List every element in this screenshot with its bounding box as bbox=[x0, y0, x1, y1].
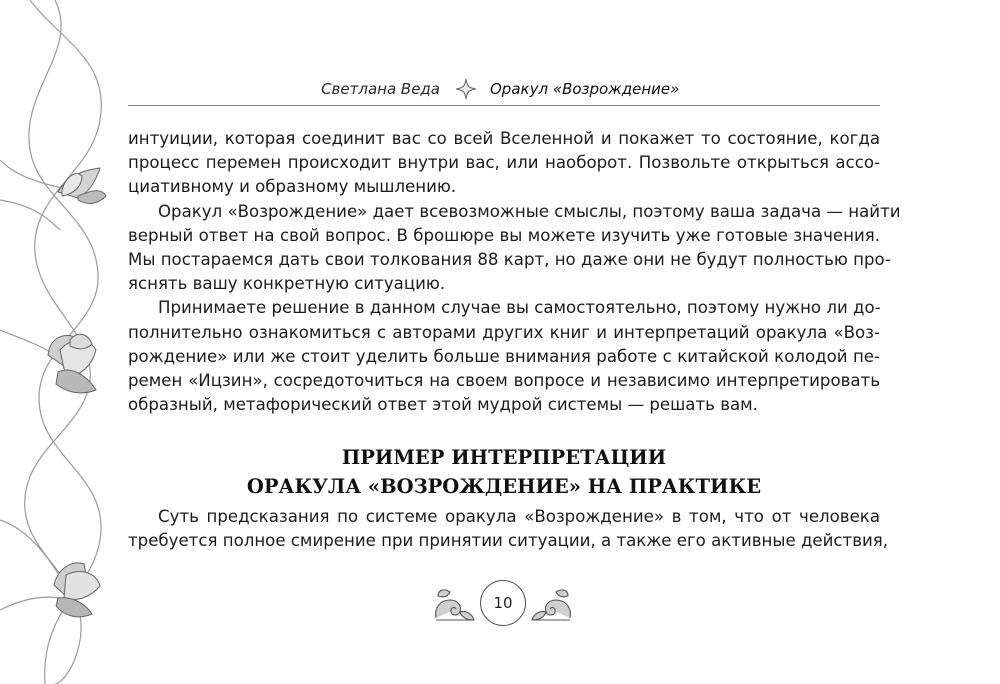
text-line: процесс перемен происходит внутри вас, или наоборот. Позвольте открыться ассо- bbox=[128, 153, 880, 173]
text-line: рождение» или же стоит уделить больше внимания работе с китайской колодой пе- bbox=[128, 346, 880, 366]
paragraph-4 bbox=[128, 505, 889, 553]
text-line: Мы постараемся дать свои толкования 88 карт, но даже они не будут полностью про- bbox=[128, 250, 891, 270]
header-book-title: Оракул «Возрождение» bbox=[490, 80, 680, 98]
header-author: Светлана Веда bbox=[321, 80, 440, 98]
header-divider bbox=[128, 105, 880, 106]
text-line: Суть предсказания по системе оракула «Возрождение» в том, что от человека bbox=[158, 507, 880, 526]
text-line: Принимаете решение в данном случае вы самостоятельно, поэтому нужно ли до- bbox=[158, 298, 881, 318]
lotus-flower-icon bbox=[48, 334, 96, 393]
page-number: 10 bbox=[480, 580, 526, 626]
lotus-flower-icon bbox=[54, 563, 100, 617]
text-line: верный ответ на свой вопрос. В брошюре вы можете изучить уже готовые значения. bbox=[128, 225, 880, 245]
paragraph-1 bbox=[128, 127, 880, 200]
swirl-ornament-left-icon bbox=[430, 578, 478, 626]
section-heading-line-1: ПРИМЕР ИНТЕРПРЕТАЦИИ bbox=[341, 446, 667, 469]
paragraph-3 bbox=[128, 296, 880, 417]
text-line: ремен «Ицзин», сосредоточиться на своем вопросе и независимо интерпретировать bbox=[128, 371, 880, 391]
paragraph-2 bbox=[128, 200, 901, 297]
section-heading bbox=[128, 443, 880, 501]
running-header bbox=[128, 78, 880, 106]
body-text-continued bbox=[128, 505, 889, 553]
floral-vine-ornament bbox=[0, 0, 130, 684]
page-footer bbox=[430, 574, 580, 628]
text-line: образный, метафорический ответ этой мудрой системы — решать вам. bbox=[128, 395, 758, 415]
text-line: требуется полное смирение при принятии ситуации, а также его активные действия, bbox=[128, 531, 889, 551]
body-text bbox=[128, 127, 901, 417]
text-line: яснять вашу конкретную ситуацию. bbox=[128, 274, 446, 294]
lotus-flower-icon bbox=[58, 168, 106, 203]
text-line: циативному и образному мышлению. bbox=[128, 177, 457, 197]
section-heading-line-2: ОРАКУЛА «ВОЗРОЖДЕНИЕ» НА ПРАКТИКЕ bbox=[246, 475, 762, 498]
text-line: интуиции, которая соединит вас со всей Вселенной и покажет то состояние, когда bbox=[128, 129, 880, 148]
text-line: полнительно ознакомиться с авторами других книг и интерпретаций оракула «Воз- bbox=[128, 322, 880, 342]
text-line: Оракул «Возрождение» дает всевозможные смыслы, поэтому ваша задача — найти bbox=[158, 201, 901, 221]
swirl-ornament-right-icon bbox=[528, 578, 576, 626]
four-point-star-icon bbox=[455, 78, 477, 100]
